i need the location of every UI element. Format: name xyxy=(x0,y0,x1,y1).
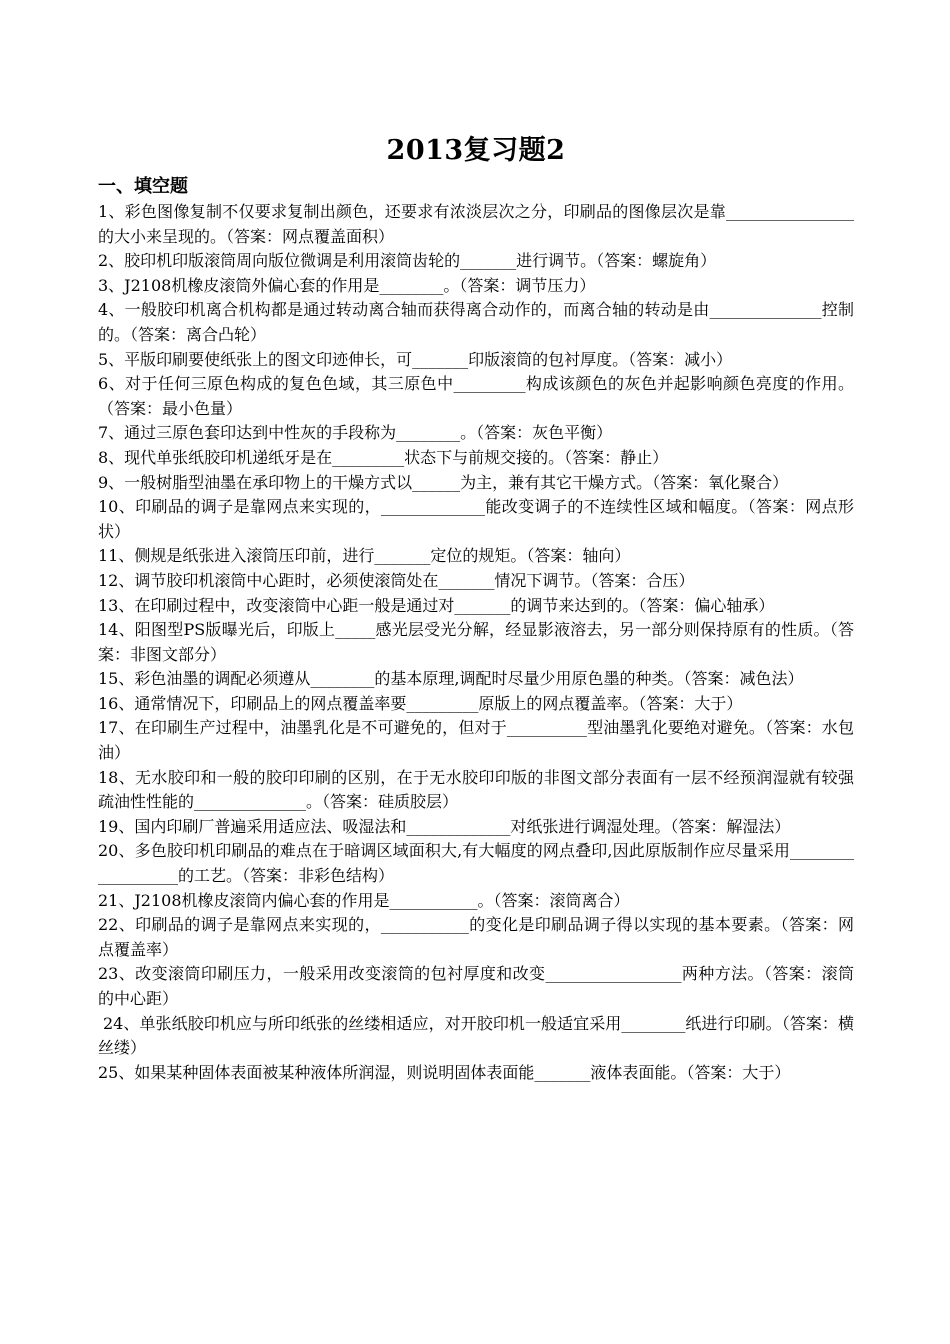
question-item: 19、国内印刷厂普遍采用适应法、吸湿法和_____________对纸张进行调湿处理。（答案：解湿法） xyxy=(98,816,791,836)
document-title: 2013复习题2 xyxy=(386,135,566,166)
question-item: 17、在印刷生产过程中，油墨乳化是不可避免的，但对于__________型油墨乳化要绝对避免。（答案：水包油） xyxy=(98,718,854,763)
question-item: 6、对于任何三原色构成的复色色域，其三原色中_________构成该颜色的灰色并起影响颜色亮度的作用。（答案：最小色量） xyxy=(98,374,854,418)
question-item: 13、在印刷过程中，改变滚筒中心距一般是通过对_______的调节来达到的。（答案：偏心轴承） xyxy=(98,595,775,615)
question-item: 18、无水胶印和一般的胶印印刷的区别，在于无水胶印印版的非图文部分表面有一层不经预润湿就有较强疏油性性能的______________。（答案：硅质胶层） xyxy=(98,767,854,812)
question-item: 3、J2108机橡皮滚筒外偏心套的作用是________。（答案：调节压力） xyxy=(98,275,596,295)
question-item: 2、胶印机印版滚筒周向版位微调是利用滚筒齿轮的_______进行调节。（答案：螺旋角） xyxy=(98,251,717,271)
question-item: 1、彩色图像复制不仅要求复制出颜色，还要求有浓淡层次之分，印刷品的图像层次是靠________________的大小来呈现的。（答案：网点覆盖面积） xyxy=(98,202,854,246)
question-item: 21、J2108机橡皮滚筒内偏心套的作用是___________。（答案：滚筒离合） xyxy=(98,890,630,910)
question-item: 14、阳图型PS版曝光后，印版上_____感光层受光分解，经显影液溶去，另一部分则保持原有的性质。（答案：非图文部分） xyxy=(98,620,854,664)
question-item: 22、印刷品的调子是靠网点来实现的，___________的变化是印刷品调子得以实现的基本要素。（答案：网点覆盖率） xyxy=(98,915,854,959)
question-item: 4、一般胶印机离合机构都是通过转动离合轴而获得离合动作的，而离合轴的转动是由______________控制的。（答案：离合凸轮） xyxy=(98,300,854,344)
document-page xyxy=(98,134,854,1085)
question-item: 24、单张纸胶印机应与所印纸张的丝缕相适应，对开胶印机一般适宜采用________纸进行印刷。（答案：横丝缕） xyxy=(98,1013,854,1058)
question-item: 11、侧规是纸张进入滚筒压印前，进行_______定位的规矩。（答案：轴向） xyxy=(98,546,631,566)
question-item: 25、如果某种固体表面被某种液体所润湿，则说明固体表面能_______液体表面能。（答案：大于） xyxy=(98,1062,791,1082)
question-item: 10、印刷品的调子是靠网点来实现的，_____________能改变调子的不连续性区域和幅度。（答案：网点形状） xyxy=(98,497,854,541)
question-item: 15、彩色油墨的调配必须遵从________的基本原理,调配时尽量少用原色墨的种类。（答案：减色法） xyxy=(98,669,804,689)
question-item: 8、现代单张纸胶印机递纸牙是在_________状态下与前规交接的。（答案：静止） xyxy=(98,447,669,467)
question-item: 9、一般树脂型油墨在承印物上的干燥方式以______为主，兼有其它干燥方式。（答案：氧化聚合） xyxy=(98,472,789,492)
question-item: 16、通常情况下，印刷品上的网点覆盖率要_________原版上的网点覆盖率。（答案：大于） xyxy=(98,693,743,713)
question-item: 12、调节胶印机滚筒中心距时，必须使滚筒处在_______情况下调节。（答案：合压） xyxy=(98,570,695,590)
section-heading: 一、填空题 xyxy=(98,176,188,197)
question-item: 20、多色胶印机印刷品的难点在于暗调区域面积大,有大幅度的网点叠印,因此原版制作应尽量采用__________________的工艺。（答案：非彩色结构） xyxy=(98,841,854,886)
question-item: 5、平版印刷要使纸张上的图文印迹伸长，可_______印版滚筒的包衬厚度。（答案：减小） xyxy=(98,349,733,369)
question-list xyxy=(98,200,854,1085)
question-item: 23、改变滚筒印刷压力，一般采用改变滚筒的包衬厚度和改变_________________两种方法。（答案：滚筒的中心距） xyxy=(98,964,854,1008)
question-item: 7、通过三原色套印达到中性灰的手段称为________。（答案：灰色平衡） xyxy=(98,423,613,443)
